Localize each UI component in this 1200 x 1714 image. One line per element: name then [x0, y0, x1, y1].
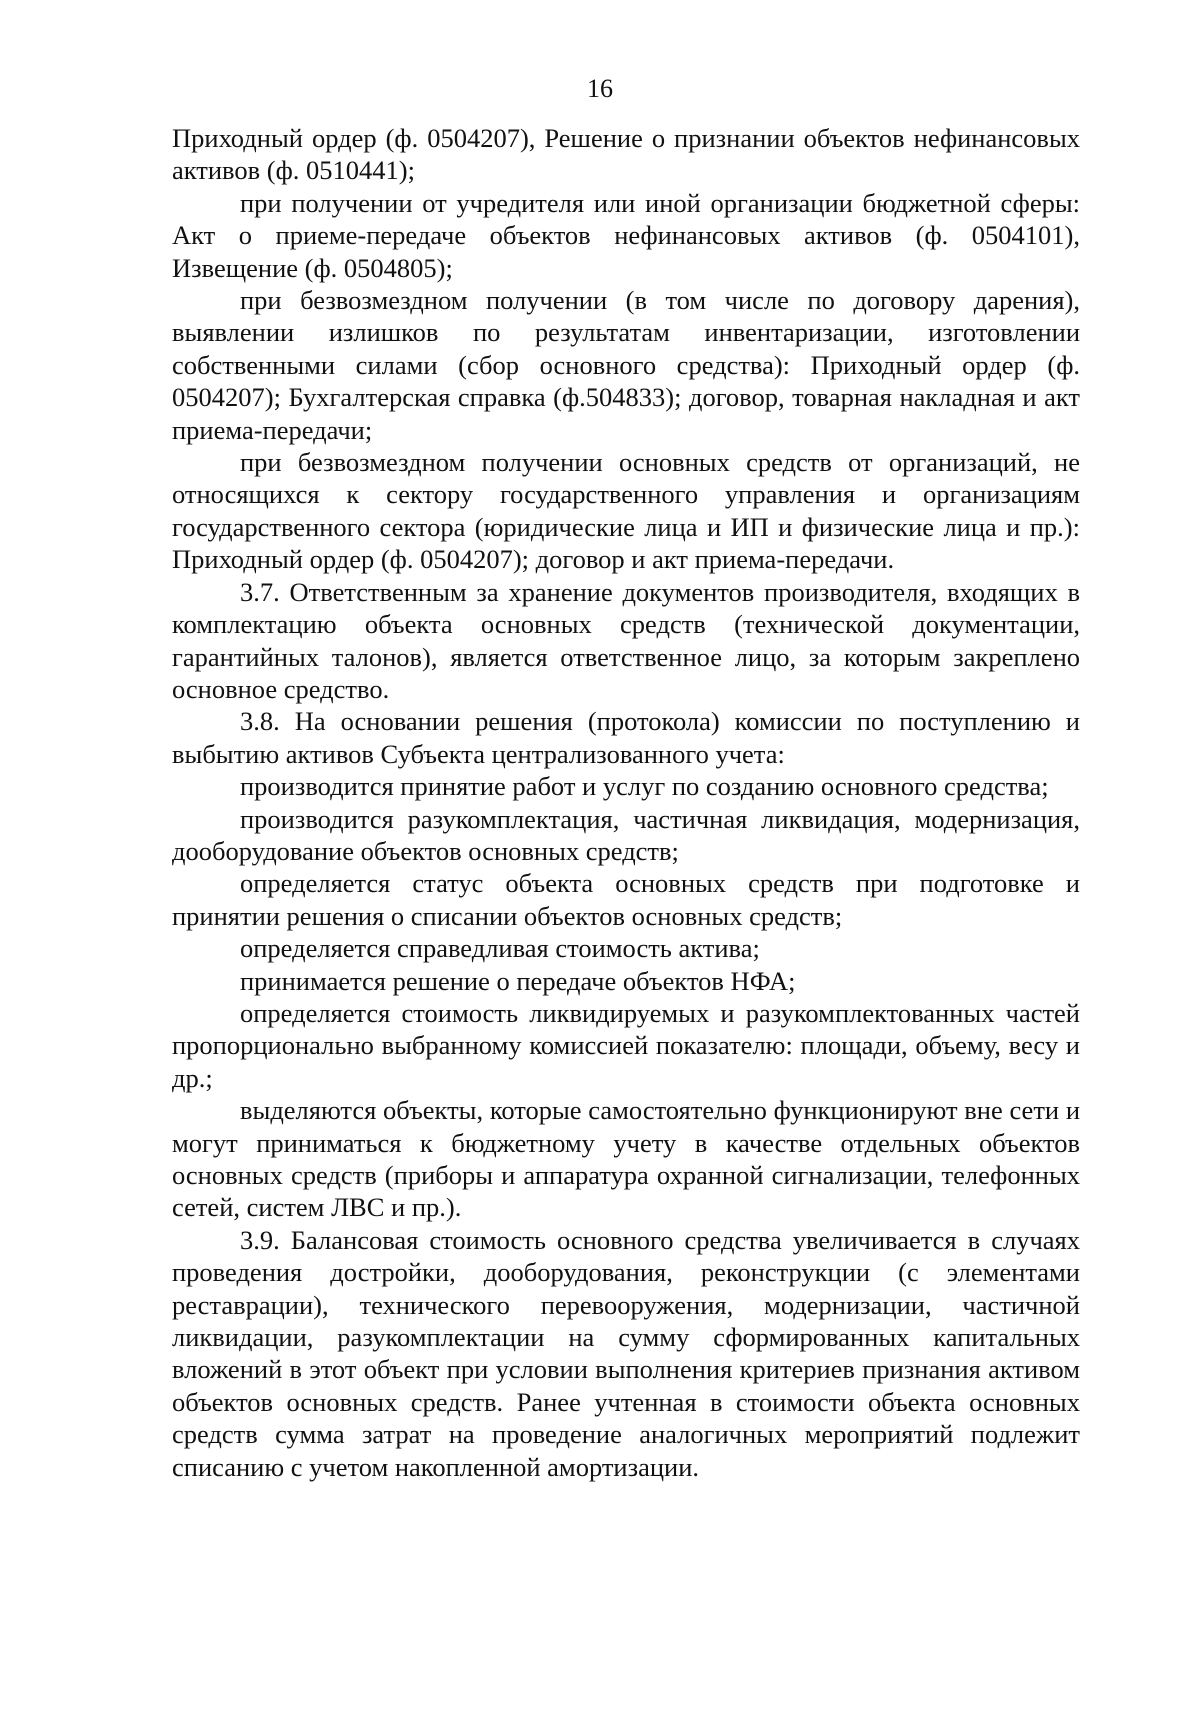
paragraph: при получении от учредителя или иной организации бюджетной сферы: Акт о приеме-передаче объектов нефинансовых активов (ф. 0504101), Извещение (ф. 0504805); [172, 187, 1080, 283]
section-3-9-paragraph: 3.9. Балансовая стоимость основного средства увеличивается в случаях проведения достройки, дооборудования, реконструкции (с элементами реставрации), технического перевооружения, модернизации, частичной ликвидации, разукомплектации на сумму сформированных капитальных вложений в этот объект при условии выполнения критериев признания активом объектов основных средств. Ранее учтенная в стоимости объекта основных средств сумма затрат на проведение аналогичных мероприятий подлежит списанию с учетом накопленной амортизации. [172, 1224, 1080, 1482]
page-number: 16 [587, 74, 613, 103]
document-body [172, 122, 1080, 1483]
paragraph: при безвозмездном получении (в том числе по договору дарения), выявлении излишков по результатам инвентаризации, изготовлении собственными силами (сбор основного средства): Приходный ордер (ф. 0504207); Бухгалтерская справка (ф.504833); договор, товарная накладная и акт приема-передачи; [172, 285, 1080, 445]
paragraph: Приходный ордер (ф. 0504207), Решение о признании объектов нефинансовых активов (ф. 0510441); [172, 123, 1080, 186]
list-item: производится разукомплектация, частичная ликвидация, модернизация, дооборудование объектов основных средств; [172, 803, 1080, 866]
list-item: определяется стоимость ликвидируемых и разукомплектованных частей пропорционально выбранному комиссией показателю: площади, объему, весу и др.; [172, 997, 1080, 1093]
section-3-8-paragraph: 3.8. На основании решения (протокола) комиссии по поступлению и выбытию активов Субъекта централизованного учета: [172, 706, 1080, 769]
list-item: производится принятие работ и услуг по созданию основного средства; [240, 771, 1049, 802]
list-item: определяется справедливая стоимость актива; [240, 933, 760, 964]
list-item: определяется статус объекта основных средств при подготовке и принятии решения о списании объектов основных средств; [172, 868, 1080, 931]
section-3-7-paragraph: 3.7. Ответственным за хранение документов производителя, входящих в комплектацию объекта основных средств (технической документации, гарантийных талонов), является ответственное лицо, за которым закреплено основное средство. [172, 576, 1080, 704]
list-item: принимается решение о передаче объектов НФА; [240, 965, 796, 996]
paragraph: при безвозмездном получении основных средств от организаций, не относящихся к сектору государственного управления и организациям государственного сектора (юридические лица и ИП и физические лица и пр.): Приходный ордер (ф. 0504207); договор и акт приема-передачи. [172, 447, 1080, 575]
list-item: выделяются объекты, которые самостоятельно функционируют вне сети и могут приниматься к бюджетному учету в качестве отдельных объектов основных средств (приборы и аппаратура охранной сигнализации, телефонных сетей, систем ЛВС и пр.). [172, 1095, 1080, 1223]
